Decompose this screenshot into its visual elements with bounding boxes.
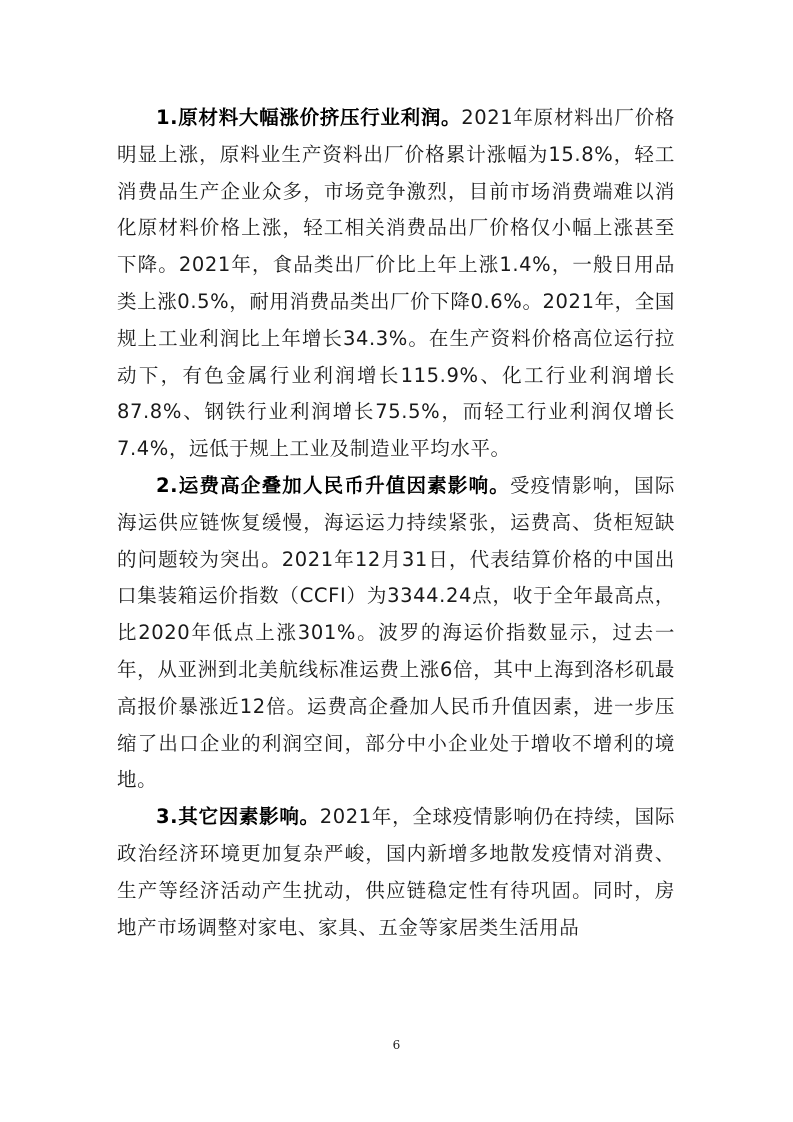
paragraph-heading-other-factors: 3.其它因素影响。 bbox=[156, 805, 320, 829]
body-text bbox=[117, 100, 675, 946]
paragraph-raw-materials bbox=[117, 100, 675, 468]
paragraph-freight bbox=[117, 468, 675, 799]
paragraph-body-other-factors: 2021年，全球疫情影响仍在持续，国际政治经济环境更加复杂严峻，国内新增多地散发疫情对消费、生产等经济活动产生扰动，供应链稳定性有待巩固。同时，房地产市场调整对家电、家具、五金等家居类生活用品 bbox=[117, 805, 675, 939]
paragraph-heading-freight: 2.运费高企叠加人民币升值因素影响。 bbox=[156, 473, 510, 497]
paragraph-body-raw-materials: 2021年原材料出厂价格明显上涨，原料业生产资料出厂价格累计涨幅为15.8%，轻工消费品生产企业众多，市场竞争激烈，目前市场消费端难以消化原材料价格上涨，轻工相关消费品出厂价格仅小幅上涨甚至下降。2021年，食品类出厂价比上年上涨1.4%，一般日用品类上涨0.5%，耐用消费品类出厂价下降0.6%。2021年，全国规上工业利润比上年增长34.3%。在生产资料价格高位运行拉动下，有色金属行业利润增长115.9%、化工行业利润增长87.8%、钢铁行业利润增长75.5%，而轻工行业利润仅增长7.4%，远低于规上工业及制造业平均水平。 bbox=[117, 106, 676, 461]
page-number: 6 bbox=[392, 1038, 401, 1052]
paragraph-other-factors bbox=[117, 799, 675, 946]
paragraph-body-freight: 受疫情影响，国际海运供应链恢复缓慢，海运运力持续紧张，运费高、货柜短缺的问题较为突出。2021年12月31日，代表结算价格的中国出口集装箱运价指数（CCFI）为3344.24点，收于全年最高点，比2020年低点上涨301%。波罗的海运价指数显示，过去一年，从亚洲到北美航线标准运费上涨6倍，其中上海到洛杉矶最高报价暴涨近12倍。运费高企叠加人民币升值因素，进一步压缩了出口企业的利润空间，部分中小企业处于增收不增利的境地。 bbox=[117, 473, 675, 792]
paragraph-heading-raw-materials: 1.原材料大幅涨价挤压行业利润。 bbox=[156, 106, 462, 129]
